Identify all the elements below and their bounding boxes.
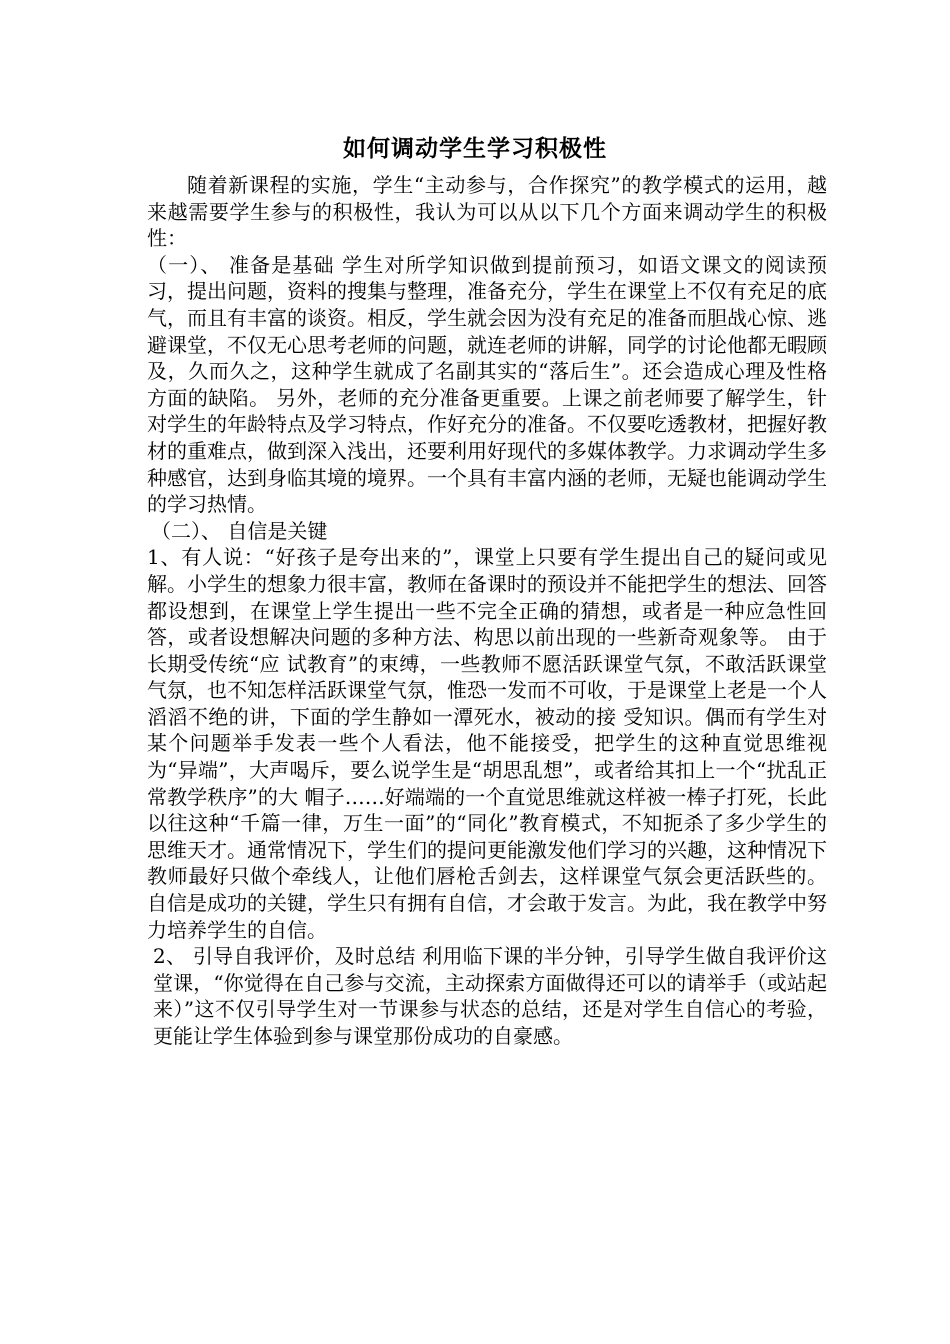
section-two-item-one: 1、有人说：“好孩子是夸出来的”，课堂上只要有学生提出自己的疑问或见解。小学生的想象力很丰富，教师在备课时的预设并不能把学生的想法、回答都设想到，在课堂上学生提出一些不完全正确的猜想，或者是一种应急性回答，或者设想解决问题的多种方法、构思以前出现的一些新奇观象等。 由于长期受传统“应 试教育”的束缚，一些教师不愿活跃课堂气氛，不敢活跃课堂气氛，也不知怎样活跃课堂气氛，惟恐一发而不可收，于是课堂上老是一个人滔滔不绝的讲，下面的学生静如一潭死水，被动的接 受知识。偶而有学生对某个问题举手发表一些个人看法，他不能接受，把学生的这种直觉思维视为“异端”，大声喝斥，要么说学生是“胡思乱想”，或者给其扣上一个“扰乱正常教学秩序”的大 帽子……好端端的一个直觉思维就这样被一棒子打死，长此以往这种“千篇一律，万生一面”的“同化”教育模式，不知扼杀了多少学生的思维天才。通常情况下，学生们的提问更能激发他们学习的兴趣，这种情况下教师最好只做个牵线人，让他们唇枪舌剑去，这样课堂气氛会更活跃些的。 自信是成功的关键，学生只有拥有自信，才会敢于发言。为此，我在教学中努力培养学生的自信。: [147, 545, 827, 942]
intro-paragraph: 随着新课程的实施，学生“主动参与，合作探究”的教学模式的运用，越来越需要学生参与的积极性，我认为可以从以下几个方面来调动学生的积极性：: [147, 173, 827, 251]
section-two-item-two: 2、 引导自我评价，及时总结 利用临下课的半分钟，引导学生做自我评价这堂课，“你觉得在自己参与交流，主动探索方面做得还可以的请举手（或站起来）”这不仅引导学生对一节课参与状态的总结，还是对学生自信心的考验，更能让学生体验到参与课堂那份成功的自豪感。: [153, 944, 827, 1048]
document-title: 如何调动学生学习积极性: [343, 135, 607, 162]
document-body: [147, 172, 827, 1050]
section-one-paragraph: （一）、 准备是基础 学生对所学知识做到提前预习，如语文课文的阅读预习，提出问题，资料的搜集与整理，准备充分，学生在课堂上不仅有充足的底气，而且有丰富的谈资。相反，学生就会因为没有充足的准备而胆战心惊、逃避课堂，不仅无心思考老师的问题，就连老师的讲解，同学的讨论他都无暇顾及，久而久之，这种学生就成了名副其实的“落后生”。还会造成心理及性格方面的缺陷。 另外，老师的充分准备更重要。上课之前老师要了解学生，针对学生的年龄特点及学习特点，作好充分的准备。不仅要吃透教材，把握好教材的重难点，做到深入浅出，还要利用好现代的多媒体教学。力求调动学生多种感官，达到身临其境的境界。一个具有丰富内涵的老师，无疑也能调动学生的学习热情。: [147, 252, 827, 517]
section-two-heading: （二）、 自信是关键: [151, 518, 328, 543]
